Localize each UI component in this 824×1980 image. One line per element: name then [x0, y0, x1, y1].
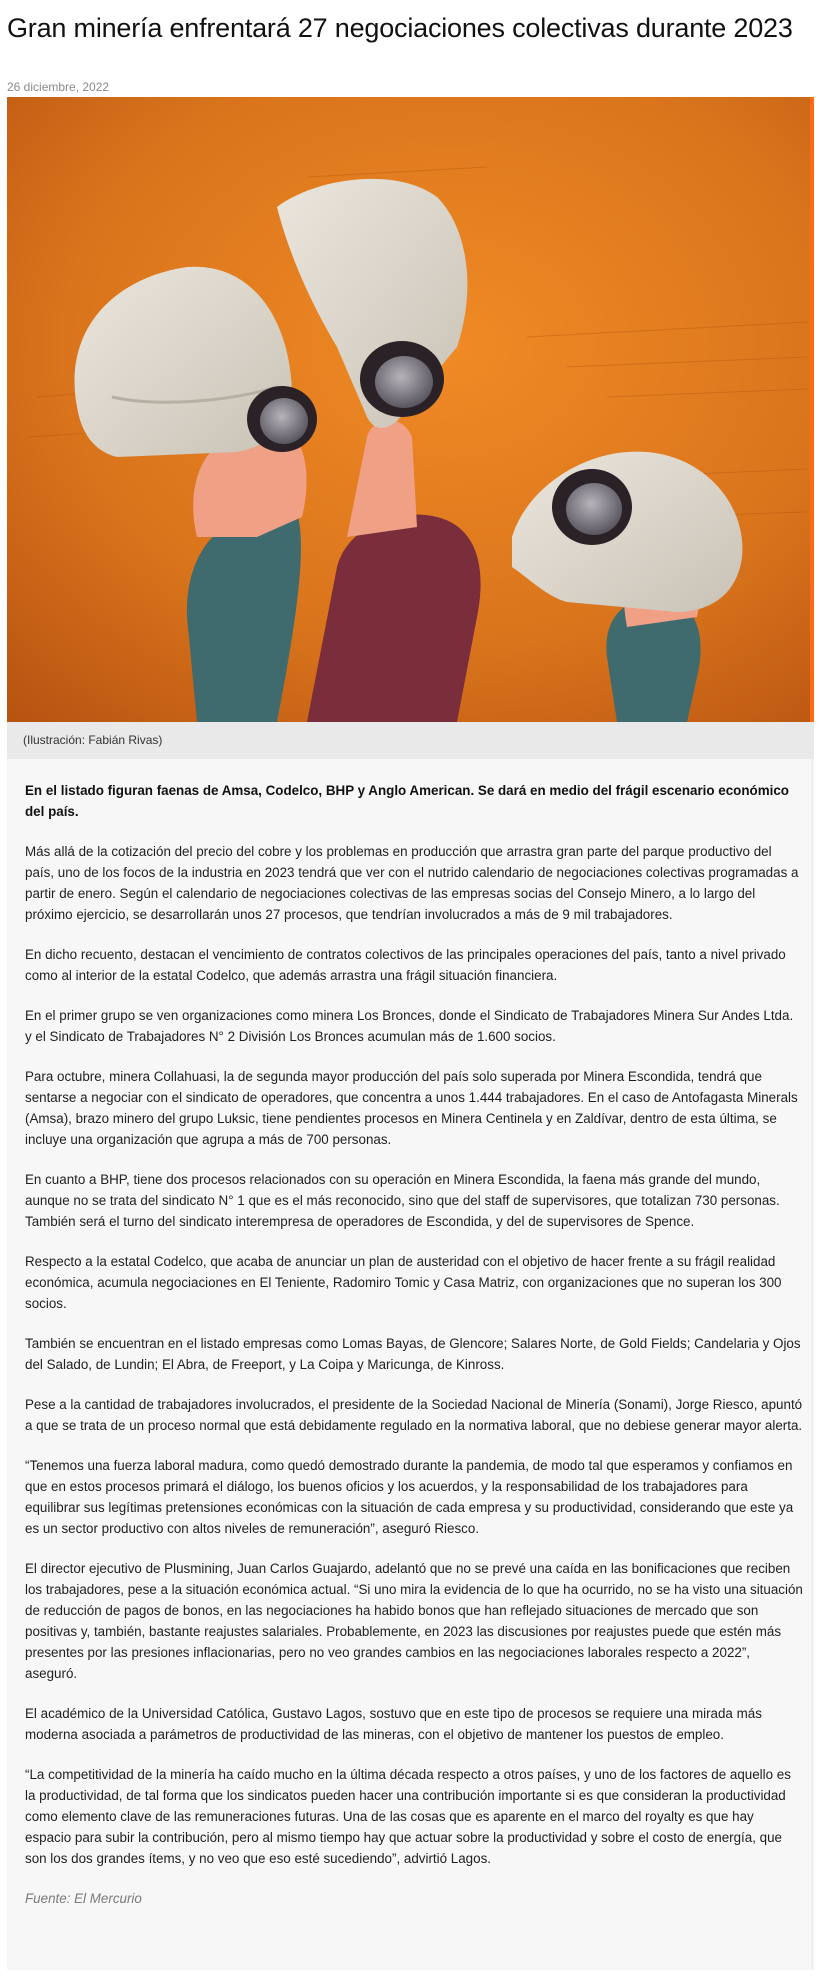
paragraph: En cuanto a BHP, tiene dos procesos relacionados con su operación en Minera Escondida, la faena más grande del mundo, aunque no se trata del sindicato N° 1 que es el más reconocido, sino que del staff de supervisores, que totalizan 730 personas. También será el turno del sindicato interempresa de operadores de Escondida, y del de supervisores de Spence. [25, 1172, 780, 1229]
paragraph: También se encuentran en el listado empresas como Lomas Bayas, de Glencore; Salares Norte, de Gold Fields; Candelaria y Ojos del Salado, de Lundin; El Abra, de Freeport, y La Coipa y Maricunga, de Kinross. [25, 1336, 801, 1372]
article-lead: En el listado figuran faenas de Amsa, Codelco, BHP y Anglo American. Se dará en medio del frágil escenario económico del país. [25, 783, 789, 819]
article-source: Fuente: El Mercurio [25, 1891, 142, 1906]
article-date: 26 diciembre, 2022 [7, 80, 110, 94]
paragraph: Más allá de la cotización del precio del cobre y los problemas en producción que arrastra gran parte del parque productivo del país, uno de los focos de la industria en 2023 tendrá que ver con el nutrido calendario de negociaciones colectivas programadas a partir de enero. Según el calendario de negociaciones colectivas de las empresas socias del Consejo Minero, a lo largo del próximo ejercicio, se desarrollarán unos 27 procesos, que tendrían involucrados a más de 9 mil trabajadores. [25, 844, 799, 922]
illustration-helmets [7, 97, 814, 722]
paragraph: “La competitividad de la minería ha caído mucho en la última década respecto a otros países, y uno de los factores de aquello es la productividad, de tal forma que los sindicatos pueden hacer una contribución importante si es que consideran la productividad como elemento clave de las remuneraciones futuras. Una de las cosas que es aparente en el marco del royalty es que hay espacio para subir la contribución, pero al mismo tiempo hay que actuar sobre la productividad y sobre el costo de energía, que son los dos grandes ítems, y no veo que eso esté sucediendo”, advirtió Lagos. [25, 1767, 791, 1866]
paragraph: “Tenemos una fuerza laboral madura, como quedó demostrado durante la pandemia, de modo tal que esperamos y confiamos en que en estos procesos primará el diálogo, los buenos oficios y los acuerdos, y la responsabilidad de los trabajadores para equilibrar sus legítimas pretensiones económicas con la situación de cada empresa y su productividad, considerando que este ya es un sector productivo con altos niveles de remuneración”, aseguró Riesco. [25, 1458, 794, 1536]
article-title: Gran minería enfrentará 27 negociaciones colectivas durante 2023 [7, 13, 793, 43]
article-figure [7, 97, 814, 759]
paragraph: Pese a la cantidad de trabajadores involucrados, el presidente de la Sociedad Nacional de Minería (Sonami), Jorge Riesco, apuntó a que se trata de un proceso normal que está debidamente regulado en la normativa laboral, que no debiese generar mayor alerta. [25, 1397, 803, 1433]
paragraph: El director ejecutivo de Plusmining, Juan Carlos Guajardo, adelantó que no se prevé una caída en las bonificaciones que reciben los trabajadores, pese a la situación económica actual. “Si uno mira la evidencia de lo que ha ocurrido, no se ha visto una situación de reducción de pagos de bonos, en las negociaciones ha habido bonos que han reflejado situaciones de mercado que son positivas y, también, bastante reajustes salariales. Probablemente, en 2023 las discusiones por reajustes puede que estén más presentes por las presiones inflacionarias, pero no veo grandes cambios en las negociaciones laborales respecto a 2022”, aseguró. [25, 1561, 803, 1681]
paragraph: Para octubre, minera Collahuasi, la de segunda mayor producción del país solo superada por Minera Escondida, tendrá que sentarse a negociar con el sindicato de operadores, que concentra a unos 1.444 trabajadores. En el caso de Antofagasta Minerals (Amsa), brazo minero del grupo Luksic, tiene pendientes procesos en Minera Centinela y en Zaldívar, dentro de esta última, se incluye una organización que agrupa a más de 700 personas. [25, 1069, 798, 1147]
paragraph: El académico de la Universidad Católica, Gustavo Lagos, sostuvo que en este tipo de procesos se requiere una mirada más moderna asociada a parámetros de productividad de las mineras, con el objetivo de mantener los puestos de empleo. [25, 1706, 762, 1742]
article-content [25, 780, 803, 1928]
paragraph: En el primer grupo se ven organizaciones como minera Los Bronces, donde el Sindicato de Trabajadores Minera Sur Andes Ltda. y el Sindicato de Trabajadores N° 2 División Los Bronces acumulan más de 1.600 socios. [25, 1008, 794, 1044]
paragraph: Respecto a la estatal Codelco, que acaba de anunciar un plan de austeridad con el objetivo de hacer frente a su frágil realidad económica, acumula negociaciones en El Teniente, Radomiro Tomic y Casa Matriz, con organizaciones que no superan los 300 socios. [25, 1254, 782, 1311]
image-caption: (Ilustración: Fabián Rivas) [23, 733, 163, 747]
article-body [7, 759, 814, 1970]
paragraph: En dicho recuento, destacan el vencimiento de contratos colectivos de las principales operaciones del país, tanto a nivel privado como al interior de la estatal Codelco, que además arrastra una frágil situación financiera. [25, 947, 786, 983]
